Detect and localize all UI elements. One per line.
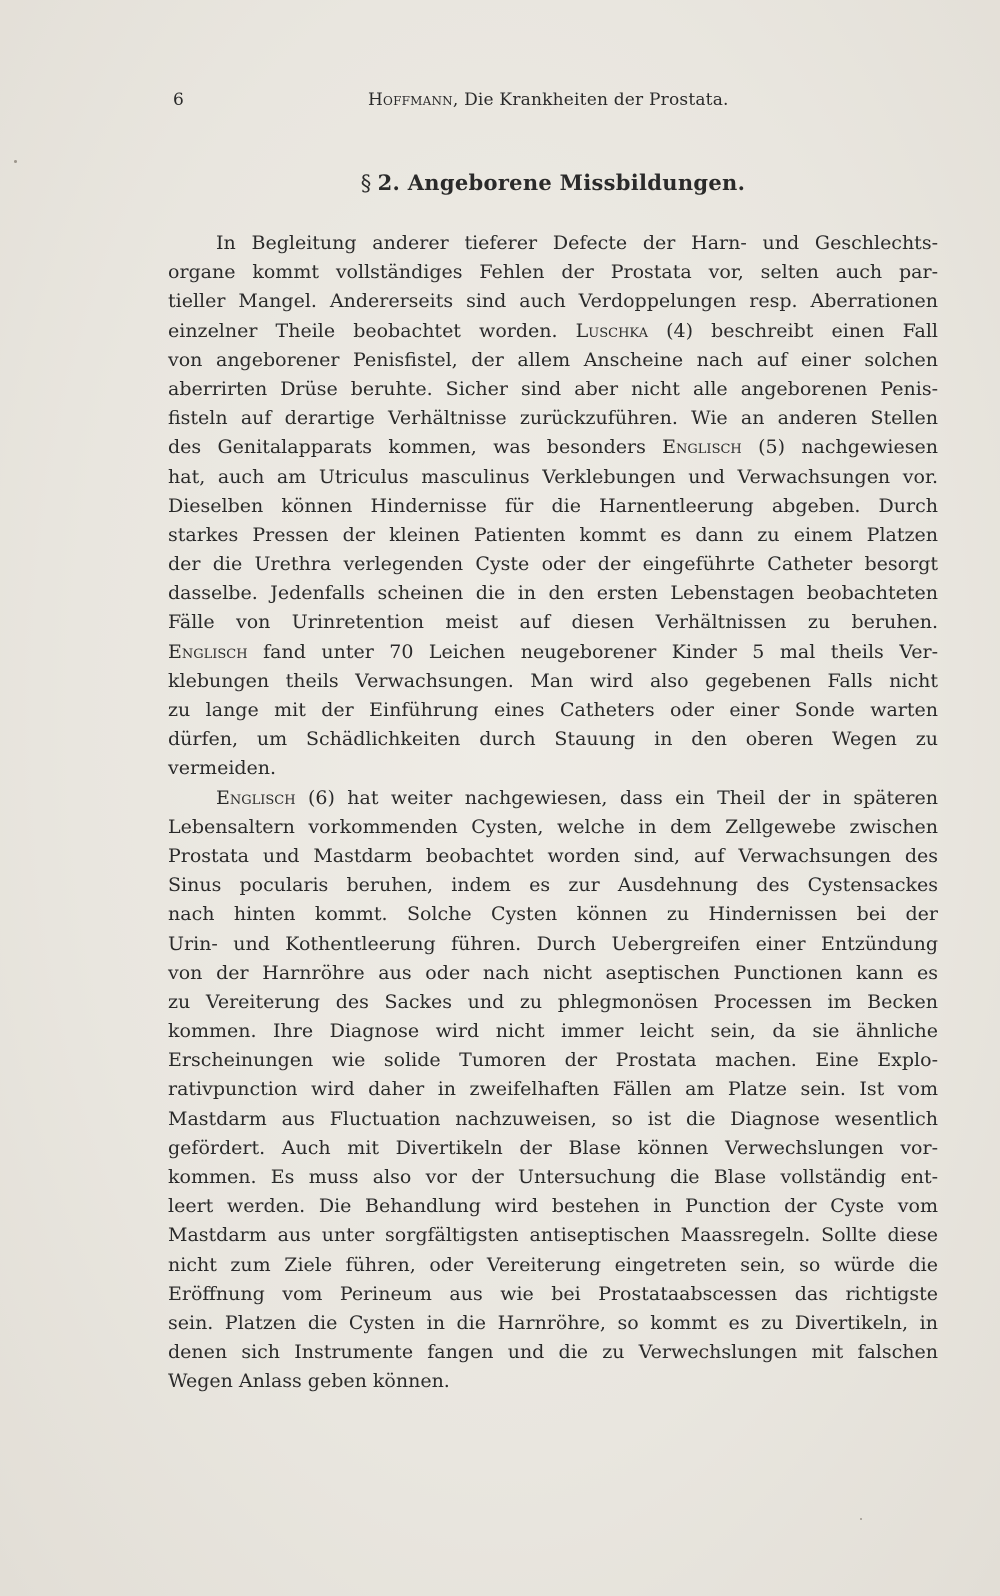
text-line: denen sich Instrumente fangen und die zu Verwechslungen mit falschen	[168, 1341, 938, 1364]
cited-author-englisch: Englisch	[662, 436, 742, 459]
text-line: sein. Platzen die Cysten in die Harnröhre, so kommt es zu Divertikeln, in	[168, 1311, 938, 1334]
text-line-with-citation	[168, 317, 938, 346]
cited-author-luschka: Luschka	[575, 319, 648, 342]
text-line: vermeiden.	[168, 757, 277, 780]
page-number: 6	[173, 90, 185, 110]
text-line: von angeborener Penisfistel, der allem Anscheine nach auf einer solchen	[168, 348, 938, 371]
section-heading	[168, 170, 938, 195]
line-fragment: einzelner Theile beobachtet worden.	[168, 319, 558, 342]
text-line: gefördert. Auch mit Divertikeln der Blase können Verwechslungen vor-	[168, 1136, 938, 1159]
text-line-with-citation	[168, 433, 938, 462]
line-fragment: hat weiter nachgewiesen, dass ein Theil der in späteren	[347, 786, 938, 809]
text-line: Lebensaltern vorkommenden Cysten, welche in dem Zellgewebe zwischen	[168, 815, 938, 838]
line-fragment: fand unter 70 Leichen neugeborener Kinder 5 mal theils Ver-	[263, 640, 939, 663]
text-line: kommen. Ihre Diagnose wird nicht immer leicht sein, da sie ähnliche	[168, 1020, 938, 1043]
text-line: nicht zum Ziele führen, oder Vereiterung eingetreten sein, so würde die	[168, 1253, 938, 1276]
text-line: dürfen, um Schädlichkeiten durch Stauung in den oberen Wegen zu	[168, 728, 938, 751]
text-line: kommen. Es muss also vor der Untersuchung die Blase vollständig ent-	[168, 1166, 938, 1188]
text-line: aberrirten Drüse beruhte. Sicher sind aber nicht alle angeborenen Penis-	[168, 377, 938, 400]
running-head-title: , Die Krankheiten der Prostata.	[452, 90, 729, 110]
text-line: klebungen theils Verwachsungen. Man wird also gegebenen Falls nicht	[168, 669, 938, 692]
text-line: von der Harnröhre aus oder nach nicht aseptischen Punctionen kann es	[168, 961, 938, 984]
section-number: 2.	[377, 170, 401, 195]
citation-ref: (5)	[758, 436, 785, 459]
text-line-with-citation	[168, 638, 938, 667]
text-line: In Begleitung anderer tieferer Defecte der Harn- und Geschlechts-	[216, 232, 938, 254]
text-line: Fälle von Urinretention meist auf diesen Verhältnissen zu beruhen.	[168, 611, 938, 634]
text-line: dasselbe. Jedenfalls scheinen die in den ersten Lebenstagen beobachteten	[168, 582, 938, 605]
text-line: zu lange mit der Einführung eines Catheters oder einer Sonde warten	[168, 699, 938, 721]
text-line: Eröffnung vom Perineum aus wie bei Prostataabscessen das richtigste	[168, 1282, 938, 1305]
section-sign: §	[360, 171, 372, 195]
text-line-with-citation	[168, 784, 938, 813]
text-line: starkes Pressen der kleinen Patienten kommt es dann zu einem Platzen	[168, 523, 938, 546]
cited-author-englisch: Englisch	[168, 640, 248, 663]
text-line: hat, auch am Utriculus masculinus Verklebungen und Verwachsungen vor.	[168, 465, 938, 488]
line-fragment: beschreibt einen Fall	[711, 319, 938, 342]
text-line: Mastdarm aus unter sorgfältigsten antiseptischen Maassregeln. Sollte diese	[168, 1224, 938, 1247]
body-text	[168, 229, 938, 1397]
section-title: Angeborene Missbildungen.	[407, 170, 746, 195]
text-line: Urin- und Kothentleerung führen. Durch Uebergreifen einer Entzündung	[168, 932, 938, 955]
paper-speck	[14, 160, 17, 163]
paragraph-1	[168, 229, 938, 784]
text-line: zu Vereiterung des Sackes und zu phlegmonösen Processen im Becken	[168, 990, 938, 1013]
line-fragment: des Genitalapparats kommen, was besonders	[168, 436, 646, 459]
paper-speck	[860, 1518, 862, 1520]
text-line: Erscheinungen wie solide Tumoren der Prostata machen. Eine Explo-	[168, 1049, 938, 1072]
text-line: organe kommt vollständiges Fehlen der Prostata vor, selten auch par-	[168, 261, 938, 284]
text-line: Prostata und Mastdarm beobachtet worden sind, auf Verwachsungen des	[168, 844, 938, 867]
text-line: der die Urethra verlegenden Cyste oder der eingeführte Catheter besorgt	[168, 553, 938, 576]
text-line: Wegen Anlass geben können.	[168, 1370, 450, 1393]
line-fragment: nachgewiesen	[801, 436, 938, 459]
text-line: nach hinten kommt. Solche Cysten können zu Hindernissen bei der	[168, 903, 938, 926]
running-head	[168, 88, 768, 118]
text-line: Mastdarm aus Fluctuation nachzuweisen, so ist die Diagnose wesentlich	[168, 1107, 938, 1130]
text-line: leert werden. Die Behandlung wird bestehen in Punction der Cyste vom	[168, 1195, 938, 1218]
cited-author-englisch: Englisch	[216, 786, 296, 809]
running-title	[368, 90, 729, 110]
paragraph-2	[168, 784, 938, 1397]
text-line: rativpunction wird daher in zweifelhaften Fällen am Platze sein. Ist vom	[168, 1078, 938, 1101]
text-line: fisteln auf derartige Verhältnisse zurückzuführen. Wie an anderen Stellen	[168, 407, 938, 430]
citation-ref: (6)	[307, 786, 335, 809]
text-line: Dieselben können Hindernisse für die Harnentleerung abgeben. Durch	[168, 494, 938, 517]
text-line: tieller Mangel. Andererseits sind auch Verdoppelungen resp. Aberrationen	[168, 290, 938, 313]
running-head-author: Hoffmann	[368, 90, 453, 110]
text-line: Sinus pocularis beruhen, indem es zur Ausdehnung des Cystensackes	[168, 874, 938, 897]
citation-ref: (4)	[666, 319, 694, 342]
